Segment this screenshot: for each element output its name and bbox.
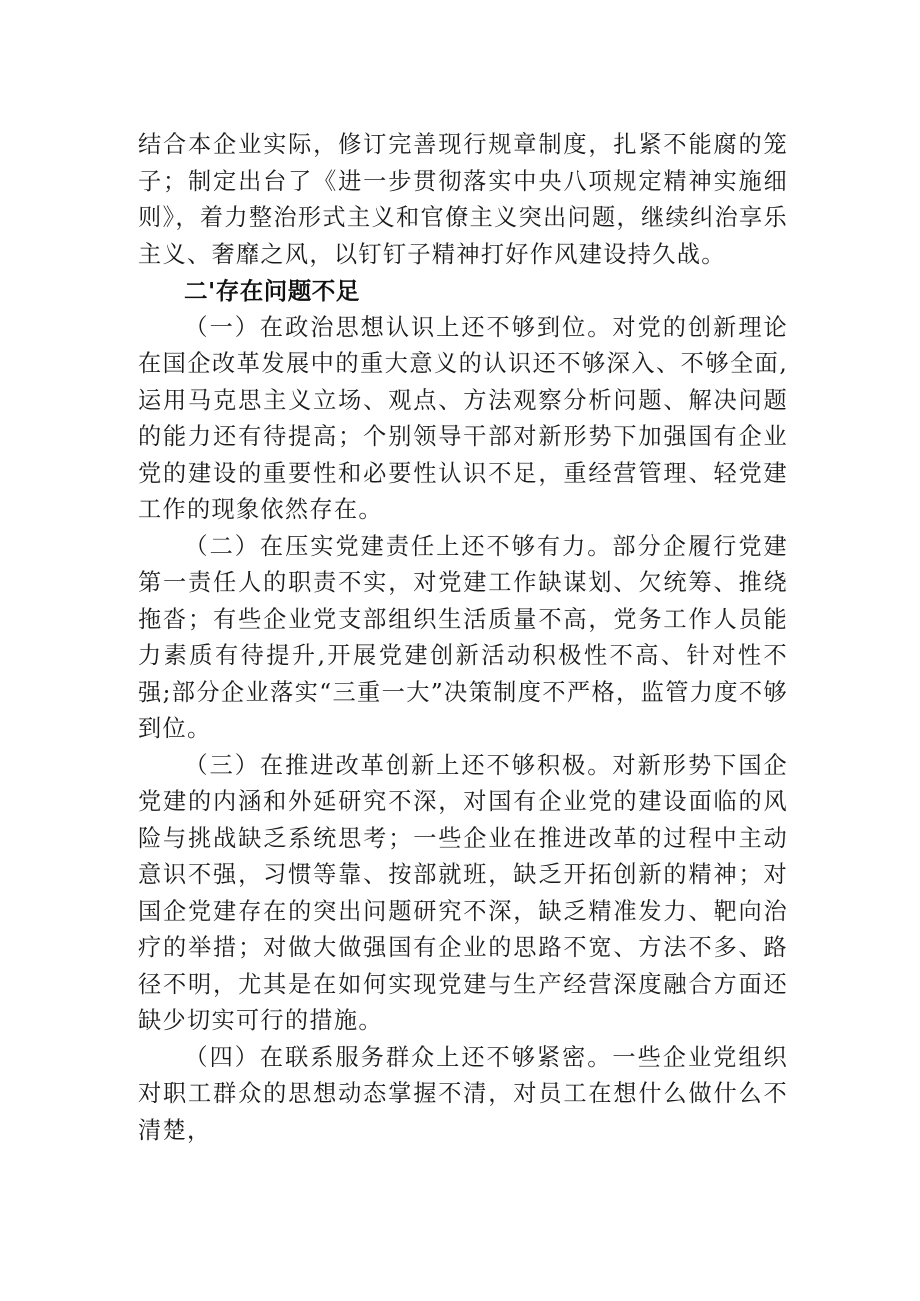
paragraph-continued: 结合本企业实际，修订完善现行规章制度，扎紧不能腐的笼子；制定出台了《进一步贯彻落实中央八项规定精神实施细则》，着力整治形式主义和官僚主义突出问题，继续纠治享乐主义、奢靡之风，以钉钉子精神打好作风建设持久战。 (138, 131, 788, 268)
paragraph-item-4: （四）在联系服务群众上还不够紧密。一些企业党组织对职工群众的思想动态掌握不清，对员工在想什么做什么不清楚， (138, 1043, 788, 1144)
paragraph-item-3: （三）在推进改革创新上还不够积极。对新形势下国企党建的内涵和外延研究不深，对国有企业党的建设面临的风险与挑战缺乏系统思考；一些企业在推进改革的过程中主动意识不强，习惯等靠、按部就班，缺乏开拓创新的精神；对国企党建存在的突出问题研究不深，缺乏精准发力、靶向治疗的举措；对做大做强国有企业的思路不宽、方法不多、路径不明，尤其是在如何实现党建与生产经营深度融合方面还缺少切实可行的措施。 (138, 751, 788, 1034)
paragraph-item-1: （一）在政治思想认识上还不够到位。对党的创新理论在国企改革发展中的重大意义的认识还不够深入、不够全面,运用马克思主义立场、观点、方法观察分析问题、解决问题的能力还有待提高；个别领导干部对新形势下加强国有企业党的建设的重要性和必要性认识不足，重经营管理、轻党建工作的现象依然存在。 (138, 313, 788, 523)
section-heading: 二'存在问题不足 (184, 277, 360, 305)
paragraph-item-2: （二）在压实党建责任上还不够有力。部分企履行党建第一责任人的职责不实，对党建工作缺谋划、欠统筹、推绕拖沓；有些企业党支部组织生活质量不高，党务工作人员能力素质有待提升,开展党建创新活动积极性不高、针对性不强;部分企业落实“三重一大”决策制度不严格，监管力度不够到位。 (138, 532, 788, 742)
document-body (138, 127, 788, 1149)
